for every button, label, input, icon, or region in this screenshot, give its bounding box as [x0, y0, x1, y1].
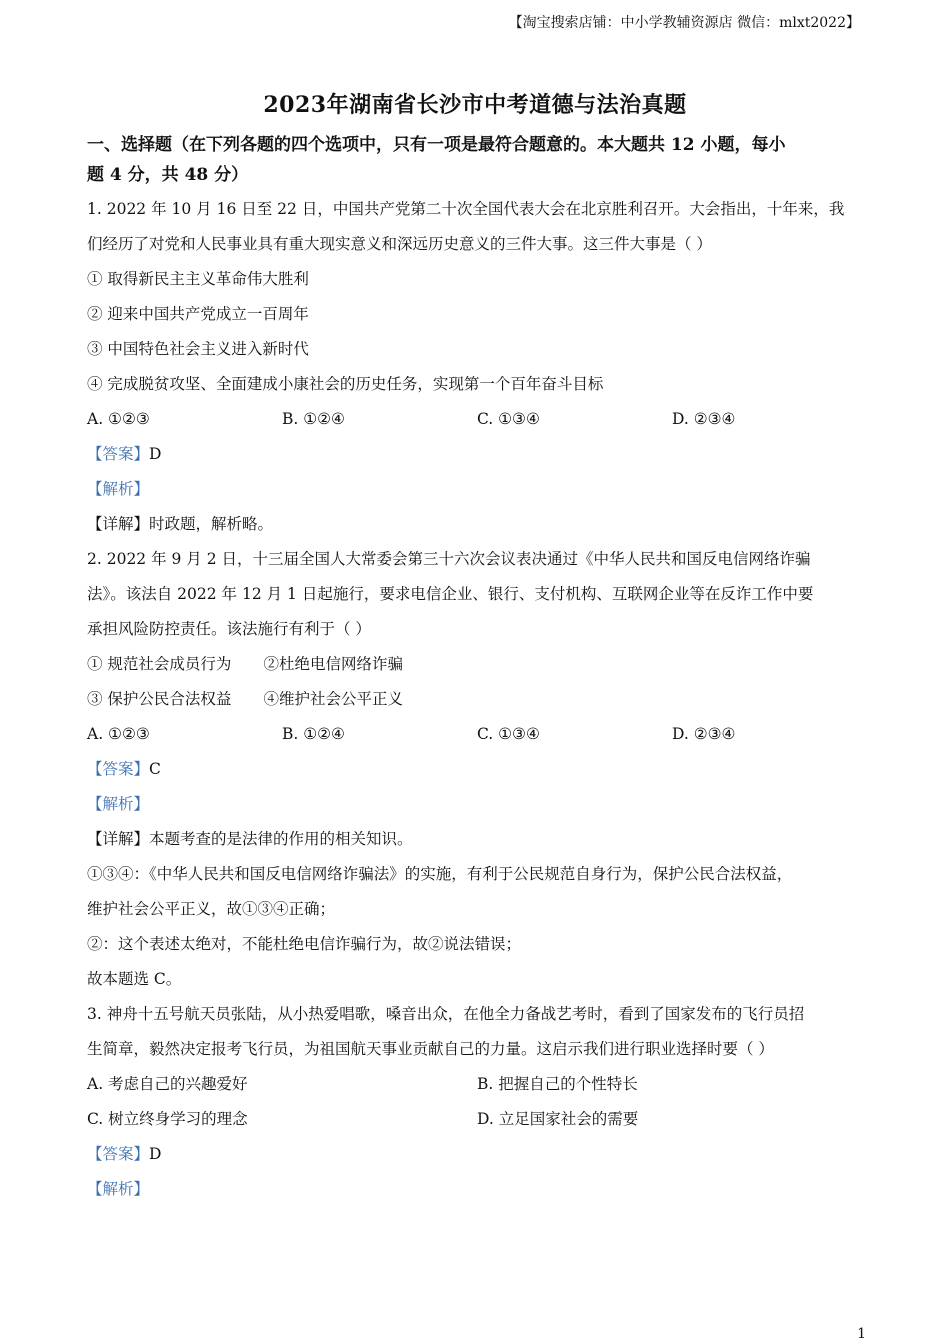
- q1-stem-line2: 们经历了对党和人民事业具有重大现实意义和深远历史意义的三件大事。这三件大事是（ ）: [87, 235, 712, 253]
- q3-option-b: B. 把握自己的个性特长: [477, 1075, 638, 1093]
- q2-options: [87, 717, 867, 752]
- q2-item: ① 规范社会成员行为: [87, 655, 232, 673]
- question-2: [87, 542, 867, 997]
- answer-value: C: [149, 760, 161, 778]
- detail-text: 时政题，解析略。: [149, 515, 274, 533]
- q2-stem-line3: 承担风险防控责任。该法施行有利于（ ）: [87, 620, 371, 638]
- q3-analysis-label: 【解析】: [87, 1180, 150, 1198]
- q1-options: [87, 402, 867, 437]
- detail-label: 【详解】: [87, 515, 150, 533]
- q2-option-c: C. ①③④: [477, 725, 540, 743]
- section-heading: [87, 130, 867, 190]
- q2-items-row2: [87, 682, 867, 717]
- q2-stem-line1: 2. 2022 年 9 月 2 日，十三届全国人大常委会第三十六次会议表决通过《中华人民共和国反电信网络诈骗: [87, 550, 811, 568]
- page-title: 2023年湖南省长沙市中考道德与法治真题: [263, 92, 687, 118]
- answer-label: 【答案】: [87, 1145, 150, 1163]
- q1-item: ④ 完成脱贫攻坚、全面建成小康社会的历史任务，实现第一个百年奋斗目标: [87, 375, 604, 393]
- answer-label: 【答案】: [87, 760, 150, 778]
- q2-detail: [87, 822, 867, 857]
- q2-item: ④维护社会公平正义: [263, 690, 403, 708]
- answer-value: D: [149, 445, 162, 463]
- header-note: 【淘宝搜索店铺：中小学教辅资源店 微信：mlxt2022】: [508, 15, 860, 31]
- q2-explain-line4: 故本题选 C。: [87, 970, 182, 988]
- section-heading-line1: 一、选择题（在下列各题的四个选项中，只有一项是最符合题意的。本大题共 12 小题，每小: [87, 135, 786, 155]
- q1-option-d: D. ②③④: [672, 410, 736, 428]
- q1-item: ③ 中国特色社会主义进入新时代: [87, 340, 309, 358]
- q3-answer: [87, 1137, 867, 1172]
- detail-label: 【详解】: [87, 830, 150, 848]
- q2-option-a: A. ①②③: [87, 725, 150, 743]
- q2-analysis-label: 【解析】: [87, 795, 150, 813]
- q1-stem-line1: 1. 2022 年 10 月 16 日至 22 日，中国共产党第二十次全国代表大会在北京胜利召开。大会指出，十年来，我: [87, 200, 845, 218]
- page-number: 1: [857, 1326, 866, 1342]
- q3-stem-line2: 生简章，毅然决定报考飞行员，为祖国航天事业贡献自己的力量。这启示我们进行职业选择时要（ ）: [87, 1040, 774, 1058]
- q2-explain-line1: ①③④：《中华人民共和国反电信网络诈骗法》的实施，有利于公民规范自身行为，保护公民合法权益，: [87, 865, 793, 883]
- q2-items-row1: [87, 647, 867, 682]
- q1-option-b: B. ①②④: [282, 410, 345, 428]
- q1-analysis-label: 【解析】: [87, 480, 150, 498]
- q1-option-a: A. ①②③: [87, 410, 150, 428]
- q2-explain-line2: 维护社会公平正义，故①③④正确；: [87, 900, 336, 918]
- question-3: [87, 997, 867, 1207]
- q3-options-row2: [87, 1102, 867, 1137]
- q3-option-c: C. 树立终身学习的理念: [87, 1110, 248, 1128]
- q2-item: ②杜绝电信网络诈骗: [263, 655, 403, 673]
- q3-stem-line1: 3. 神舟十五号航天员张陆，从小热爱唱歌，嗓音出众，在他全力备战艺考时，看到了国家发布的飞行员招: [87, 1005, 805, 1023]
- q1-answer: [87, 437, 867, 472]
- question-1: [87, 192, 867, 542]
- q2-item: ③ 保护公民合法权益: [87, 690, 232, 708]
- q3-option-a: A. 考虑自己的兴趣爱好: [87, 1075, 248, 1093]
- answer-label: 【答案】: [87, 445, 150, 463]
- q3-options-row1: [87, 1067, 867, 1102]
- q1-item: ② 迎来中国共产党成立一百周年: [87, 305, 309, 323]
- q2-option-b: B. ①②④: [282, 725, 345, 743]
- q2-explain-line3: ②：这个表述太绝对，不能杜绝电信诈骗行为，故②说法错误；: [87, 935, 522, 953]
- q2-option-d: D. ②③④: [672, 725, 736, 743]
- detail-text: 本题考查的是法律的作用的相关知识。: [149, 830, 413, 848]
- section-heading-line2: 题 4 分，共 48 分）: [87, 165, 249, 185]
- q1-item: ① 取得新民主主义革命伟大胜利: [87, 270, 309, 288]
- answer-value: D: [149, 1145, 162, 1163]
- q2-answer: [87, 752, 867, 787]
- q3-option-d: D. 立足国家社会的需要: [477, 1110, 639, 1128]
- q2-stem-line2: 法》。该法自 2022 年 12 月 1 日起施行，要求电信企业、银行、支付机构、互联网企业等在反诈工作中要: [87, 585, 814, 603]
- document-body: [87, 130, 867, 1207]
- q1-detail: [87, 507, 867, 542]
- q1-option-c: C. ①③④: [477, 410, 540, 428]
